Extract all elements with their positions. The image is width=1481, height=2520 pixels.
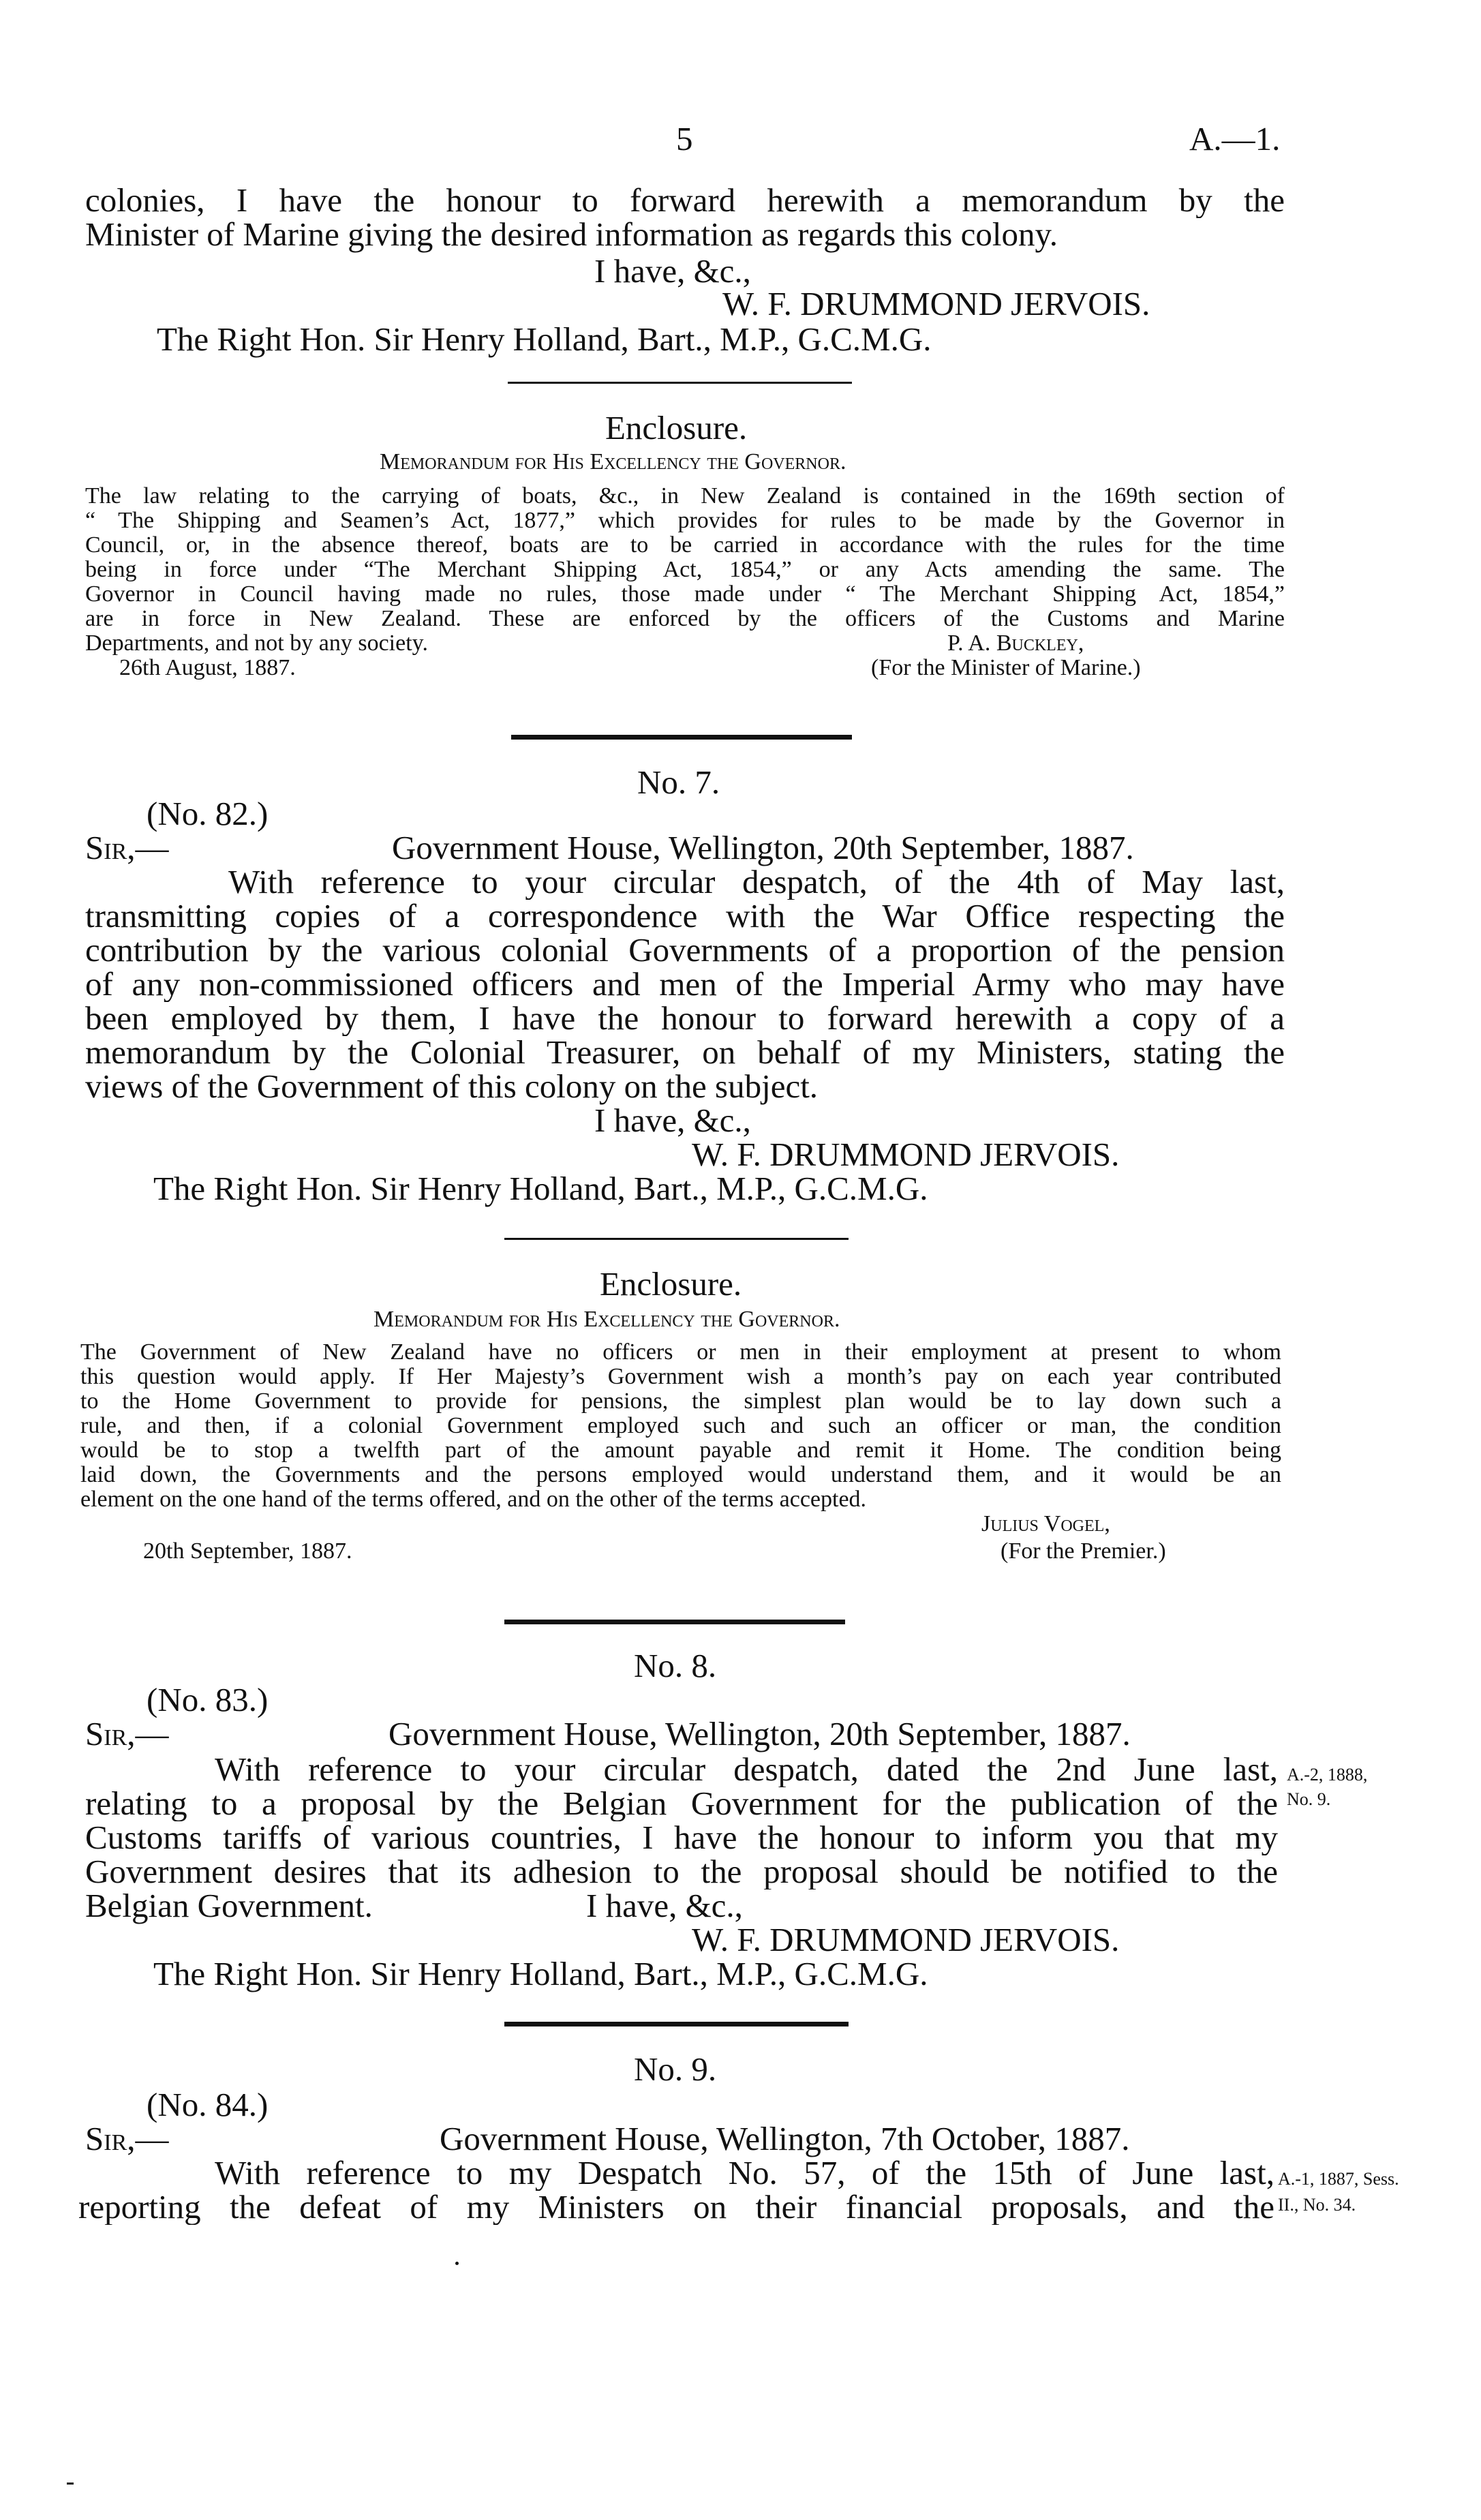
memo-date: 26th August, 1887. [119, 655, 296, 680]
body-line: Belgian Government. [85, 1887, 373, 1924]
margin-note: A.-1, 1887, Sess. [1278, 2169, 1399, 2189]
thick-divider [511, 735, 852, 740]
despatch-ref: (No. 83.) [147, 1681, 269, 1718]
memo-line: rule, and then, if a colonial Government employed such and such an officer or man, the condition [80, 1414, 1281, 1438]
closing: I have, &c., [594, 252, 751, 290]
body-line: relating to a proposal by the Belgian Government for the publication of the [85, 1786, 1278, 1821]
memo-line: are in force in New Zealand. These are enforced by the officers of the Customs and Marine [85, 607, 1285, 631]
body-line: of any non-commissioned officers and men of the Imperial Army who may have [85, 967, 1285, 1002]
enclosure-heading: Enclosure. [605, 409, 748, 446]
body-line: reporting the defeat of my Ministers on their financial proposals, and the [78, 2189, 1274, 2225]
memo-signer: Julius Vogel, [981, 1511, 1110, 1536]
memo-line: would be to stop a twelfth part of the amount payable and remit it Home. The condition being [80, 1438, 1281, 1463]
body-line: colonies, I have the honour to forward herewith a memorandum by the [85, 183, 1285, 218]
divider [504, 1238, 849, 1240]
despatch-heading: No. 9. [634, 2050, 717, 2088]
page-number: 5 [676, 120, 693, 157]
salutation: Sir,— [85, 829, 169, 866]
salutation: Sir,— [85, 1715, 169, 1752]
body-line: Government desires that its adhesion to the proposal should be notified to the [85, 1854, 1278, 1889]
memo-line: to the Home Government to provide for pensions, the simplest plan would be to lay down such a [80, 1389, 1281, 1414]
memo-line: “ The Shipping and Seamen’s Act, 1877,” which provides for rules to be made by the Governor in [85, 508, 1285, 533]
body-line: contribution by the various colonial Governments of a proportion of the pension [85, 932, 1285, 968]
body-line: Minister of Marine giving the desired information as regards this colony. [85, 215, 1058, 253]
memo-title: Memorandum for His Excellency the Governor. [373, 1307, 840, 1332]
addressee: The Right Hon. Sir Henry Holland, Bart., M.P., G.C.M.G. [153, 1170, 928, 1207]
place-date: Government House, Wellington, 20th September, 1887. [392, 829, 1134, 866]
margin-note: II., No. 34. [1278, 2195, 1356, 2215]
memo-line: Council, or, in the absence thereof, boats are to be carried in accordance with the rules for the time [85, 533, 1285, 558]
closing: I have, &c., [594, 1102, 751, 1139]
memo-signer-title: (For the Premier.) [1001, 1538, 1166, 1564]
memo-line: laid down, the Governments and the persons employed would understand them, and it would be an [80, 1463, 1281, 1487]
memo-line: Governor in Council having made no rules, those made under “ The Merchant Shipping Act, 1854,” [85, 582, 1285, 607]
addressee: The Right Hon. Sir Henry Holland, Bart., M.P., G.C.M.G. [157, 320, 932, 358]
enclosure-heading: Enclosure. [600, 1265, 742, 1303]
salutation: Sir,— [85, 2120, 169, 2157]
body-line: views of the Government of this colony on the subject. [85, 1067, 819, 1105]
memo-line: element on the one hand of the terms offered, and on the other of the terms accepted. [80, 1487, 867, 1512]
body-line: With reference to your circular despatch, dated the 2nd June last, [215, 1752, 1278, 1787]
body-line: memorandum by the Colonial Treasurer, on behalf of my Ministers, stating the [85, 1035, 1285, 1070]
signature: W. F. DRUMMOND JERVOIS. [692, 1921, 1120, 1958]
memo-signer: P. A. Buckley, [947, 631, 1084, 656]
signature: W. F. DRUMMOND JERVOIS. [692, 1136, 1120, 1173]
despatch-ref: (No. 82.) [147, 795, 269, 832]
divider [508, 382, 852, 384]
body-line: transmitting copies of a correspondence with the War Office respecting the [85, 898, 1285, 934]
memo-title: Memorandum for His Excellency the Governor. [380, 449, 846, 474]
memo-line: Departments, and not by any society. [85, 631, 428, 656]
despatch-heading: No. 8. [634, 1647, 717, 1684]
body-line: With reference to my Despatch No. 57, of the 15th of June last, [215, 2155, 1274, 2191]
memo-date: 20th September, 1887. [143, 1538, 352, 1564]
addressee: The Right Hon. Sir Henry Holland, Bart., M.P., G.C.M.G. [153, 1955, 928, 1992]
speck-mark [455, 2262, 459, 2265]
despatch-ref: (No. 84.) [147, 2086, 269, 2123]
memo-line: The Government of New Zealand have no officers or men in their employment at present to whom [80, 1340, 1281, 1365]
speck-mark [67, 2483, 74, 2485]
place-date: Government House, Wellington, 7th October, 1887. [440, 2120, 1130, 2157]
memo-line: The law relating to the carrying of boats, &c., in New Zealand is contained in the 169th section of [85, 484, 1285, 508]
memo-signer-title: (For the Minister of Marine.) [871, 655, 1141, 680]
margin-note: No. 9. [1287, 1789, 1331, 1809]
thick-divider [504, 2022, 849, 2026]
margin-note: A.-2, 1888, [1287, 1765, 1368, 1785]
body-line: Customs tariffs of various countries, I have the honour to inform you that my [85, 1820, 1278, 1855]
despatch-heading: No. 7. [637, 763, 720, 801]
memo-line: being in force under “The Merchant Shipping Act, 1854,” or any Acts amending the same. The [85, 558, 1285, 582]
thick-divider [504, 1620, 845, 1624]
paper-reference: A.—1. [1189, 120, 1281, 157]
body-line: With reference to your circular despatch, of the 4th of May last, [228, 864, 1285, 900]
place-date: Government House, Wellington, 20th September, 1887. [388, 1715, 1131, 1752]
signature: W. F. DRUMMOND JERVOIS. [722, 285, 1150, 322]
memo-line: this question would apply. If Her Majesty’s Government wish a month’s pay on each year contributed [80, 1365, 1281, 1389]
body-line: been employed by them, I have the honour to forward herewith a copy of a [85, 1001, 1285, 1036]
closing: I have, &c., [586, 1887, 743, 1924]
